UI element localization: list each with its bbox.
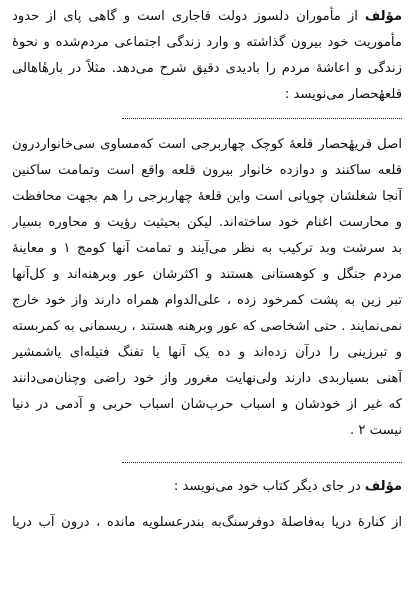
text-line: و تبرزینی را درآن زده‌اند و ده یک آنها یا تفنگ فتیله‌ای یاشمشیر <box>12 345 402 360</box>
author-label: مؤلف <box>364 9 402 24</box>
text-line: آنجا شغلشان چوپانی است واین قلعهٔ چهاربرجی را هم بجهت محافظت <box>12 189 402 204</box>
text-line <box>12 6 402 28</box>
text-line: تبر زین به پشت کمرخود زده ، علی‌الدوام همراه دارند واز خود خارج <box>12 293 402 308</box>
text-line: اصل قریهٔحصار قلعهٔ کوچک چهاربرجی است که‌مساوی سی‌خانواردرون <box>12 137 402 152</box>
text-line: مأموریت خود بیرون گذاشته و وارد زندگی اجتماعی مردم‌شده و نحوهٔ <box>12 35 402 50</box>
text-line: نیست ۲ . <box>349 423 402 438</box>
text-line <box>12 476 402 498</box>
text-line: نمی‌نمایند . حتی اشخاصی که عور وبرهنه هستند ، ریسمانی به کمربسته <box>12 319 402 334</box>
author-label: مؤلف <box>364 479 402 494</box>
text-line: از کنارهٔ دریا به‌فاصلهٔ دوفرسنگ‌به بندرعسلویه مانده ، درون آب دریا <box>12 515 402 530</box>
text-line: قلعه ساکنند و دوازده خانوار بیرون قلعه واقع است وتمامت ساکنین <box>12 163 402 178</box>
text-line: مردم جنگل و کوهستانی هستند و اکثرشان عور وبرهنه‌اند و کل‌آنها <box>12 267 402 282</box>
section-divider <box>122 118 402 119</box>
section-divider <box>122 462 402 463</box>
text-line: قلعهٔحصار می‌نویسد : <box>284 87 402 102</box>
text-line: که غیر از خودشان و اسباب حرب‌شان اسباب حربی و آدمی در دنیا <box>12 397 402 412</box>
text-line-rest: از مأموران دلسوز دولت قاجاری است و گاهی پای از حدود <box>12 9 358 24</box>
text-line: آهنی بسیاربدی دارند ولی‌نهایت مغرور واز خود راضی وچنان‌می‌دانند <box>12 371 402 386</box>
text-line: بد سرشت وبد ترکیب به نظر می‌آیند و تمامت آنها کومج ۱ و معاینهٔ <box>12 241 402 256</box>
text-line: و محارست اغنام خود ساخته‌اند. لیکن بحیثیت رؤیت و محاوره بسیار <box>12 215 402 230</box>
text-line: زندگی و اعاشهٔ مردم را بادیدی دقیق شرح می‌دهد. مثلاً در بارهٔاهالی <box>12 61 402 76</box>
text-line-rest: در جای دیگر کتاب خود می‌نویسد : <box>173 479 361 494</box>
